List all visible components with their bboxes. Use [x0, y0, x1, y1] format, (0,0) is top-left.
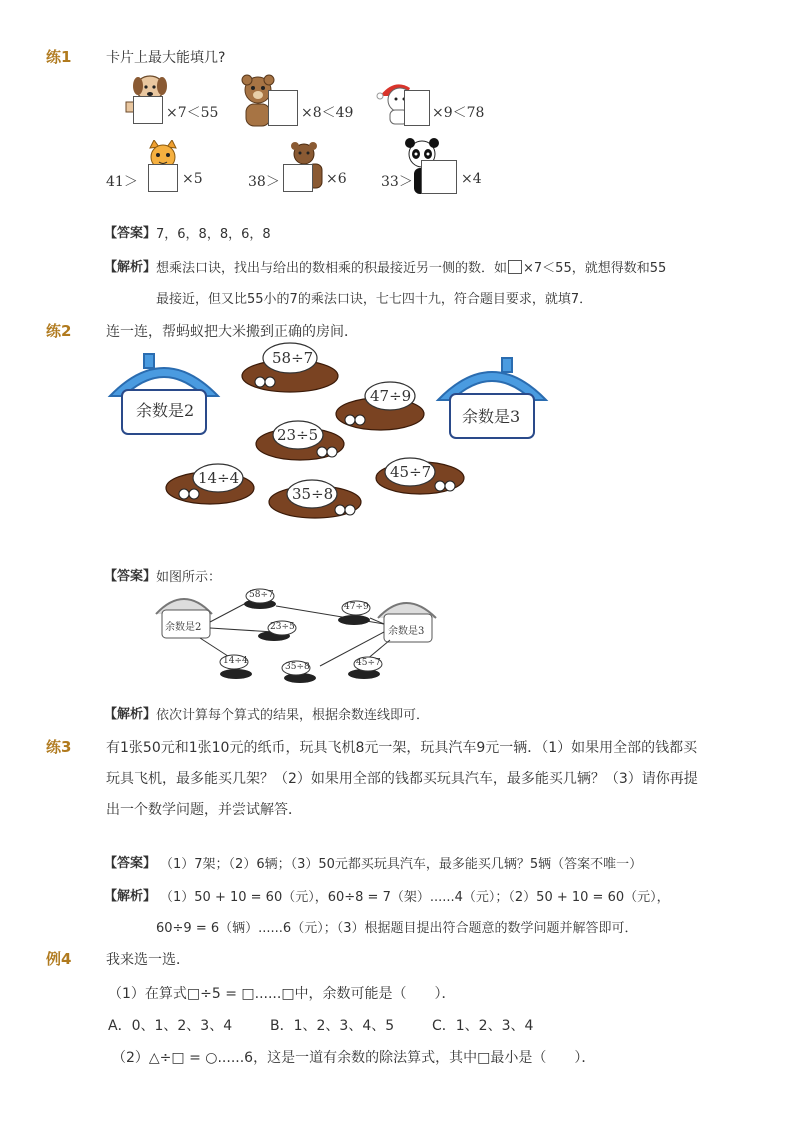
expr-r2-3-left: 33＞: [381, 174, 413, 190]
option-a: A．0、1、2、3、4: [108, 1018, 233, 1034]
analysis-line-2: 60÷9 = 6（辆）......6（元）；（3）根据题目提出符合题意的数学问题并解答即可．: [156, 921, 638, 936]
analysis-line-2: 最接近，但又比55小的7的乘法口诀，七七四十九，符合题目要求，就填7．: [156, 292, 593, 307]
ant-label-4: 14÷4: [198, 469, 240, 487]
exercise-3-line-1: 有1张50元和1张10元的纸币，玩具飞机8元一架，玩具汽车9元一辆．（1）如果用全部的钱都买: [106, 740, 698, 756]
answer-text: 7，6，8，8，6，8: [156, 227, 271, 242]
answer-diagram: [150, 588, 450, 698]
ant-label-3: 23÷5: [277, 426, 319, 444]
expr-r1-3: ×9＜78: [432, 105, 485, 121]
analysis-text: 依次计算每个算式的结果，根据余数连线即可．: [156, 708, 430, 723]
exercise-3-line-2: 玩具飞机，最多能买几架？（2）如果用全部的钱都买玩具汽车，最多能买几辆？（3）请你再提: [106, 771, 698, 787]
analysis-tag: 【解析】: [104, 707, 157, 722]
answer-card[interactable]: [148, 164, 178, 192]
diagram-ant-label-6: 45÷7: [356, 658, 381, 668]
analysis-line-1: 想乘法口诀，找出与给出的数相乘的积最接近另一侧的数．如 ×7＜55，就想得数和55: [156, 261, 667, 276]
expr-r2-2-right: ×6: [326, 171, 347, 187]
ant-label-6: 45÷7: [390, 463, 432, 481]
diagram-ant-label-1: 58÷7: [249, 590, 274, 600]
answer-text: 如图所示：: [156, 570, 222, 585]
exercise-tag-1: 练1: [46, 48, 72, 66]
house-right-label: 余数是3: [462, 407, 521, 426]
option-c: C．1、2、3、4: [432, 1018, 534, 1034]
expr-r2-2-left: 38＞: [248, 174, 280, 190]
diagram-ant-label-2: 47÷9: [344, 602, 369, 612]
expr-r1-2: ×8＜49: [301, 105, 354, 121]
exercise-tag-3: 练3: [46, 738, 72, 756]
ants-illustration: [150, 336, 490, 536]
exercise-3-line-3: 出一个数学问题，并尝试解答．: [106, 802, 302, 818]
analysis-tag: 【解析】: [104, 260, 157, 275]
answer-tag: 【答案】: [104, 569, 157, 584]
ant-label-2: 47÷9: [370, 387, 412, 405]
expr-r2-1-left: 41＞: [106, 174, 138, 190]
answer-card[interactable]: [404, 90, 430, 126]
answer-card[interactable]: [421, 160, 457, 194]
answer-tag: 【答案】: [104, 226, 157, 241]
house-left-label: 余数是2: [136, 401, 195, 420]
analysis-tag: 【解析】: [104, 889, 157, 904]
exercise-tag-2: 练2: [46, 322, 72, 340]
exercise-2-question: 连一连，帮蚂蚁把大米搬到正确的房间．: [106, 324, 358, 340]
diagram-house-left-label: 余数是2: [165, 622, 202, 633]
diagram-ant-label-4: 14÷4: [223, 656, 248, 666]
analysis-line-1: （1）50 + 10 = 60（元），60÷8 = 7（架）......4（元）；（2）50 + 10 = 60（元），: [160, 890, 670, 905]
answer-card[interactable]: [268, 90, 298, 126]
exercise-4-q1: （1）在算式□÷5 = □......□中，余数可能是（ ）．: [108, 986, 456, 1002]
answer-text: （1）7架；（2）6辆；（3）50元都买玩具汽车，最多能买几辆？5辆（答案不唯一）: [160, 857, 643, 872]
diagram-ant-label-3: 23÷5: [270, 622, 295, 632]
option-b: B．1、2、3、4、5: [270, 1018, 395, 1034]
exercise-1-question: 卡片上最大能填几?: [106, 50, 226, 66]
exercise-4-q2: （2）△÷□ = ○......6，这是一道有余数的除法算式，其中□最小是（ ）．: [112, 1050, 596, 1066]
expr-r2-1-right: ×5: [182, 171, 203, 187]
answer-card[interactable]: [133, 96, 163, 124]
ant-label-5: 35÷8: [292, 485, 334, 503]
expr-r1-1: ×7＜55: [166, 105, 219, 121]
exercise-tag-4: 例4: [46, 950, 72, 968]
expr-r2-3-right: ×4: [461, 171, 482, 187]
ant-label-1: 58÷7: [272, 349, 314, 367]
answer-tag: 【答案】: [104, 856, 157, 871]
diagram-house-right-label: 余数是3: [388, 626, 425, 637]
answer-card[interactable]: [283, 164, 313, 192]
blank-box-icon: [508, 260, 522, 274]
exercise-4-question: 我来选一选．: [106, 952, 190, 968]
diagram-ant-label-5: 35÷8: [285, 662, 310, 672]
